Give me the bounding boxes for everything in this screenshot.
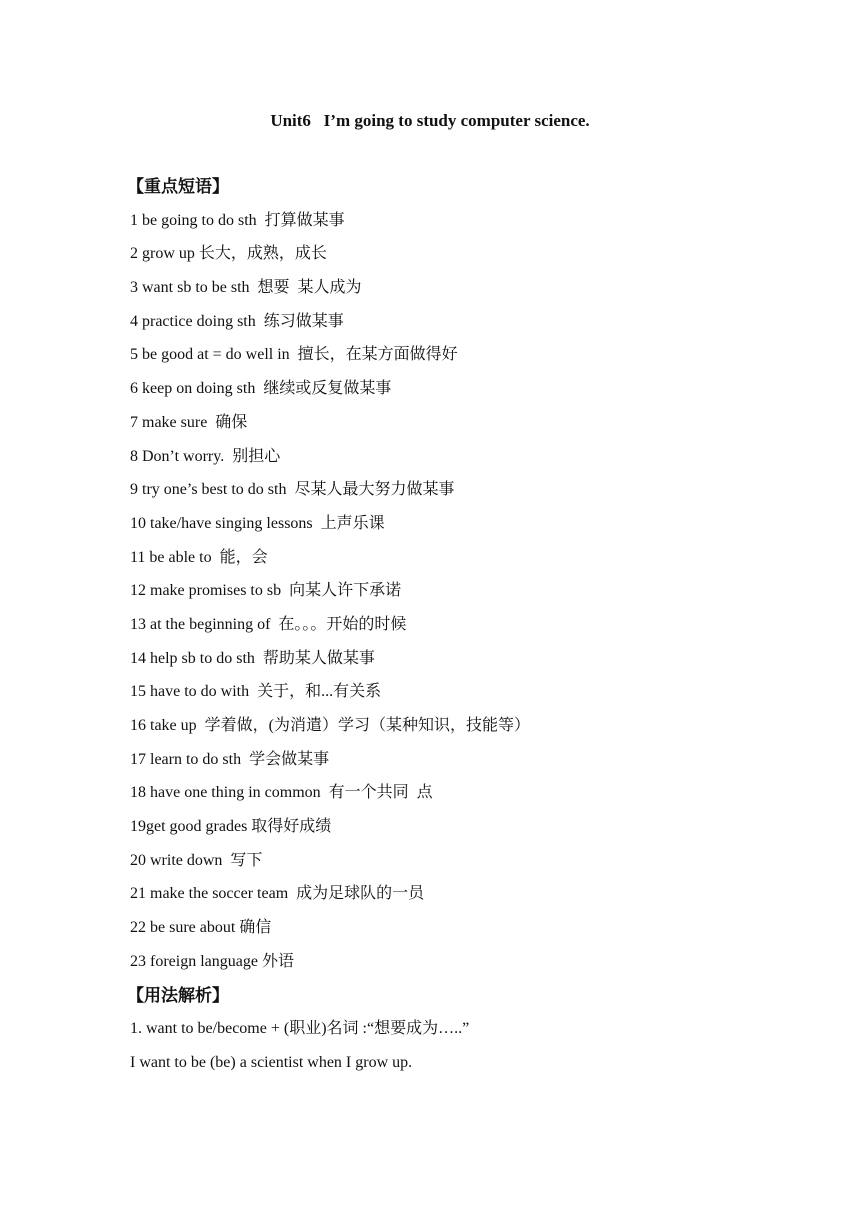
phrase-line: 8 Don’t worry. 别担心 <box>130 447 281 465</box>
phrase-line: 3 want sb to be sth 想要 某人成为 <box>130 279 362 297</box>
phrase-line: 13 at the beginning of 在。。。开始的时候 <box>130 615 407 633</box>
phrase-line: 6 keep on doing sth 继续或反复做某事 <box>130 380 392 398</box>
phrase-line: 14 help sb to do sth 帮助某人做某事 <box>130 649 375 667</box>
phrase-line: 1 be going to do sth 打算做某事 <box>130 211 345 229</box>
phrase-line: 10 take/have singing lessons 上声乐课 <box>130 514 385 532</box>
phrase-line: 4 practice doing sth 练习做某事 <box>130 312 344 330</box>
document-body <box>127 175 810 1075</box>
phrase-line: 5 be good at = do well in 擅长，在某方面做得好 <box>130 346 458 364</box>
example-sentence: I want to be (be) a scientist when I grow up. <box>130 1053 413 1071</box>
usage-line: 1. want to be/become + (职业)名词 :“想要成为…..” <box>130 1020 470 1038</box>
phrase-line: 16 take up 学着做，(为消遣）学习（某种知识，技能等） <box>130 717 530 734</box>
phrase-line: 21 make the soccer team 成为足球队的一员 <box>130 885 425 903</box>
phrase-line: 19get good grades 取得好成绩 <box>130 818 332 836</box>
phrase-line: 2 grow up 长大，成熟，成长 <box>130 245 327 263</box>
phrase-line: 20 write down 写下 <box>130 851 263 869</box>
phrase-line: 17 learn to do sth 学会做某事 <box>130 750 330 768</box>
phrase-line: 18 have one thing in common 有一个共同 点 <box>130 784 433 802</box>
phrase-line: 22 be sure about 确信 <box>130 919 272 937</box>
phrase-line: 23 foreign language 外语 <box>130 952 294 970</box>
page-title: Unit6 I’m going to study computer science. <box>270 111 590 130</box>
section-heading-key-phrases: 【重点短语】 <box>127 177 229 196</box>
phrase-line: 15 have to do with 关于，和...有关系 <box>130 683 382 701</box>
phrase-line: 11 be able to 能，会 <box>130 548 268 566</box>
phrase-line: 9 try one’s best to do sth 尽某人最大努力做某事 <box>130 481 455 499</box>
phrase-line: 7 make sure 确保 <box>130 413 248 431</box>
section-heading-usage-analysis: 【用法解析】 <box>127 985 229 1005</box>
phrase-line: 12 make promises to sb 向某人许下承诺 <box>130 582 402 600</box>
